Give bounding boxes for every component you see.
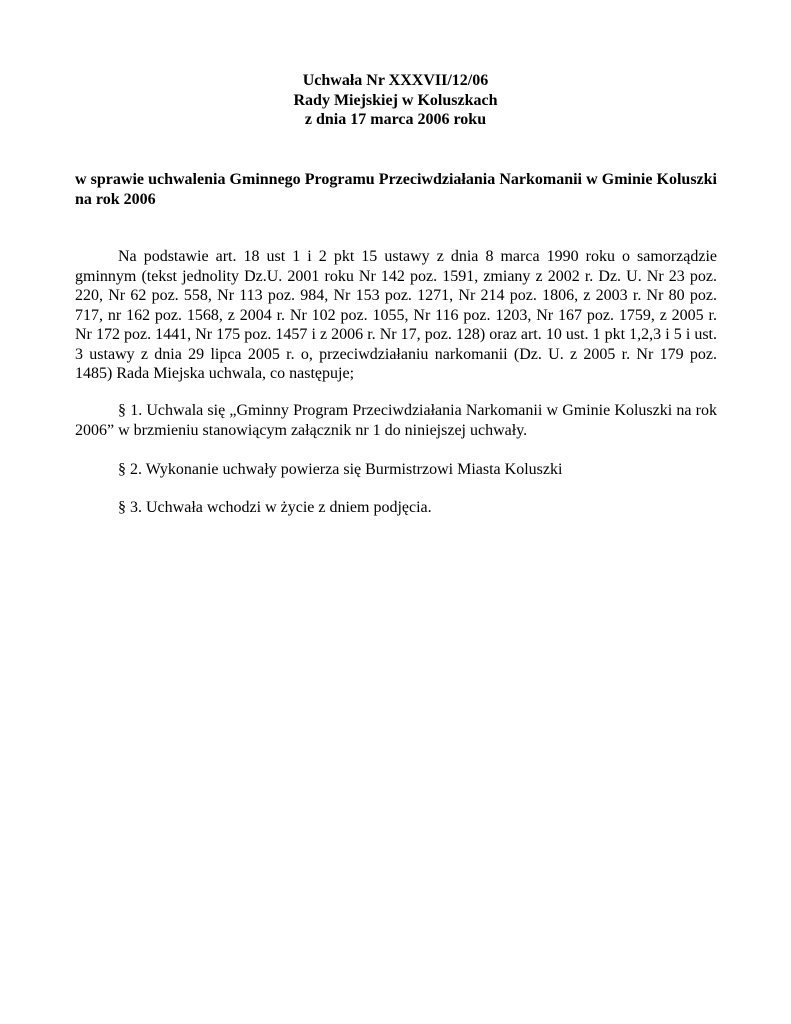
resolution-subject: w sprawie uchwalenia Gminnego Programu Przeciwdziałania Narkomanii w Gminie Koluszki na rok 2006 (75, 171, 717, 208)
legal-basis-paragraph: Na podstawie art. 18 ust 1 i 2 pkt 15 ustawy z dnia 8 marca 1990 roku o samorządzie gminnym (tekst jednolity Dz.U. 2001 roku Nr 142 poz. 1591, zmiany z 2002 r. Dz. U. Nr 23 poz. 220, Nr 62 poz. 558, Nr 113 poz. 984, Nr 153 poz. 1271, Nr 214 poz. 1806, z 2003 r. Nr 80 poz. 717, nr 162 poz. 1568, z 2004 r. Nr 102 poz. 1055, Nr 116 poz. 1203, Nr 167 poz. 1759, z 2005 r. Nr 172 poz. 1441, Nr 175 poz. 1457 i z 2006 r. Nr 17, poz. 128) oraz art. 10 ust. 1 pkt 1,2,3 i 5 i ust. 3 ustawy z dnia 29 lipca 2005 r. o, przeciwdziałaniu narkomanii (Dz. U. z 2005 r. Nr 179 poz. 1485) Rada Miejska uchwala, co następuje; (75, 248, 717, 382)
resolution-date: z dnia 17 marca 2006 roku (304, 111, 487, 128)
section-2-paragraph: § 2. Wykonanie uchwały powierza się Burmistrzowi Miasta Koluszki (118, 461, 563, 478)
council-name: Rady Miejskiej w Koluszkach (293, 91, 498, 109)
section-1-paragraph: § 1. Uchwala się „Gminny Program Przeciwdziałania Narkomanii w Gminie Koluszki na rok 2006” w brzmieniu stanowiącym załącznik nr 1 do niniejszej uchwały. (75, 402, 717, 439)
resolution-number: Uchwała Nr XXXVII/12/06 (302, 72, 489, 89)
section-3-paragraph: § 3. Uchwała wchodzi w życie z dniem podjęcia. (118, 499, 432, 516)
document-header (0, 71, 791, 130)
